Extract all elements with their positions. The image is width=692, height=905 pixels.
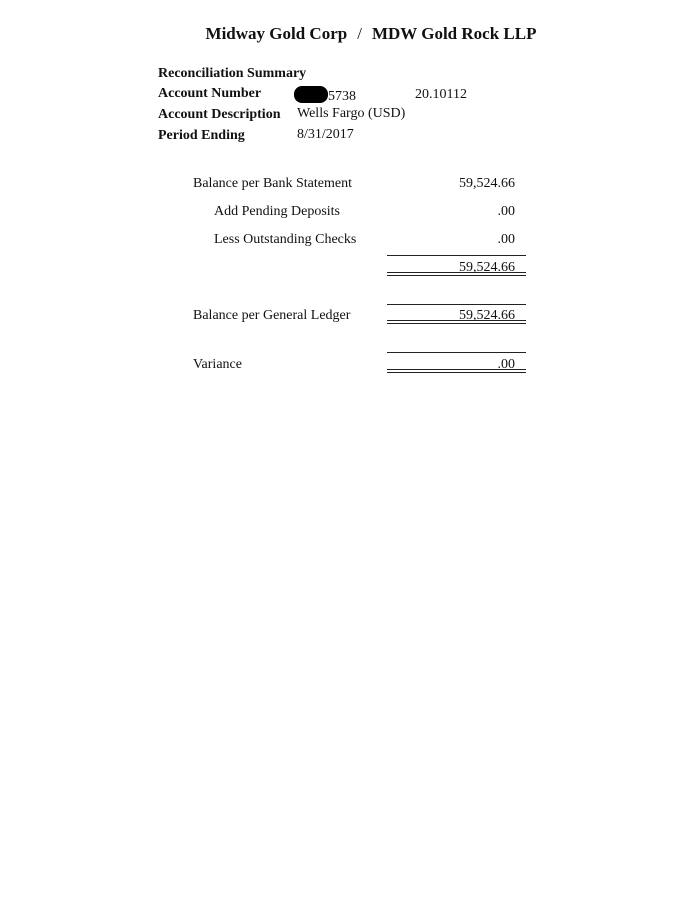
period-ending-value: 8/31/2017 <box>297 127 354 142</box>
account-description-label: Account Description <box>158 107 281 122</box>
ledger-top-rule <box>387 304 526 305</box>
bank-balance-label: Balance per Bank Statement <box>193 176 352 191</box>
pending-deposits-label: Add Pending Deposits <box>214 204 340 219</box>
variance-amount: .00 <box>497 357 515 372</box>
account-number-value <box>294 86 356 105</box>
pending-deposits-amount: .00 <box>497 204 515 219</box>
outstanding-checks-label: Less Outstanding Checks <box>214 232 357 247</box>
title-separator: / <box>357 24 362 43</box>
redaction-mark <box>294 86 328 103</box>
account-number-label: Account Number <box>158 86 262 101</box>
bank-balance-amount: 59,524.66 <box>459 176 515 191</box>
company-name: Midway Gold Corp <box>205 24 348 43</box>
summary-heading: Reconciliation Summary <box>158 66 307 81</box>
report-title <box>0 24 692 44</box>
adjusted-balance-amount: 59,524.66 <box>459 260 515 275</box>
entity-name: MDW Gold Rock LLP <box>371 24 537 43</box>
variance-top-rule <box>387 352 526 353</box>
ledger-balance-label: Balance per General Ledger <box>193 308 351 323</box>
outstanding-checks-amount: .00 <box>497 232 515 247</box>
subtotal-rule <box>387 255 526 256</box>
variance-double-rule <box>387 369 526 373</box>
gl-account-number: 20.10112 <box>415 87 467 102</box>
period-ending-label: Period Ending <box>158 128 245 143</box>
account-number-suffix: 5738 <box>328 89 356 104</box>
ledger-balance-double-rule <box>387 320 526 324</box>
account-description-value: Wells Fargo (USD) <box>297 106 406 121</box>
variance-label: Variance <box>193 357 242 372</box>
ledger-balance-amount: 59,524.66 <box>459 308 515 323</box>
adjusted-balance-double-rule <box>387 272 526 276</box>
